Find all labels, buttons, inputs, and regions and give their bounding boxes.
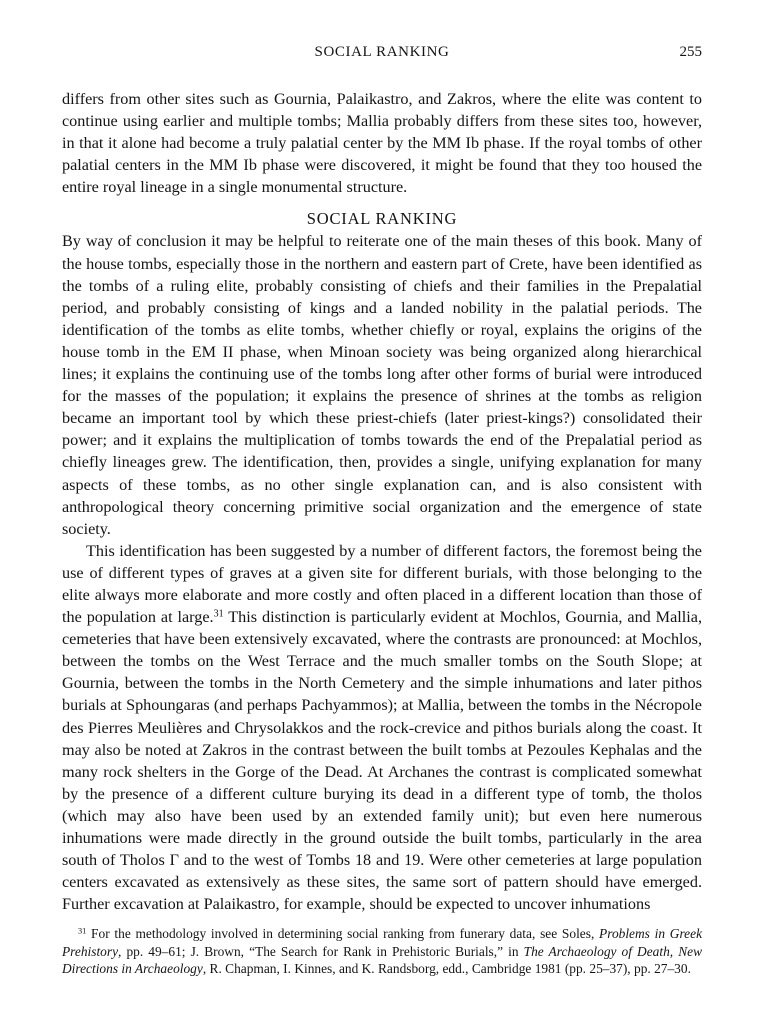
footnote-number: 31 — [78, 926, 87, 936]
book-page — [62, 44, 702, 977]
footnote-text-2: , pp. 49–61; J. Brown, “The Search for Rank in Prehistoric Burials,” in — [118, 943, 524, 959]
paragraph-text-part2: This distinction is particularly evident at Mochlos, Gournia, and Mallia, cemeteries that have been extensively excavated, where the contrasts are pronounced: at Mochlos, between the tombs on the West Terrace and the much smaller tombs on the South Slope; at Gournia, between the tombs in the North Cemetery and the simple inhumations and later pithos burials at Sphoungaras (and perhaps Pachyammos); at Mallia, between the tombs in the Nécropole des Pierres Meulières and Chrysolakkos and the rock-crevice and pithos burials along the coast. It may also be noted at Zakros in the contrast between the built tombs at Pezoules Kephalas and the many rock shelters in the Gorge of the Dead. At Archanes the contrast is complicated somewhat by the presence of a different culture burying its dead in a different type of tomb, the tholos (which may also have been used by an extended family unit); but even here numerous inhumations were made directly in the ground outside the built tombs, particularly in the area south of Tholos Γ and to the west of Tombs 18 and 19. Were other cemeteries at large population centers excavated as extensively as these sites, the same sort of pattern should have emerged. Further excavation at Palaikastro, for example, should be expected to uncover inhumations — [62, 608, 702, 914]
paragraph-conclusion: By way of conclusion it may be helpful to reiterate one of the main theses of this book. Many of the house tombs, especially those in the northern and eastern part of Crete, have been identified as the tombs of a ruling elite, probably consisting of chiefs and their families in the Prepalatial period, and probably consisting of kings and a landed nobility in the palatial periods. The identification of the tombs as elite tombs, whether chiefly or royal, explains the origins of the house tomb in the EM II phase, when Minoan society was being organized along hierarchical lines; it explains the continuing use of the tombs long after other forms of burial were introduced for the masses of the population; it explains the presence of shrines at the tombs as religion became an important tool by which these priest-chiefs (later priest-kings?) consolidated their power; and it explains the multiplication of tombs towards the end of the Prepalatial period as chiefly lineages grew. The identification, then, provides a single, unifying explanation for many aspects of these tombs, as no other single explanation can, and is also consistent with anthropological theory concerning primitive social organization and the emergence of state society. — [62, 232, 702, 538]
paragraph-continued: differs from other sites such as Gournia, Palaikastro, and Zakros, where the elite was content to continue using earlier and multiple tombs; Mallia probably differs from these sites too, however, in that it alone had become a truly palatial center by the MM Ib phase. If the royal tombs of other palatial centers in the MM Ib phase were discovered, it might be found that they too housed the entire royal lineage in a single monumental structure. — [62, 90, 702, 197]
page-header — [62, 44, 702, 66]
footnote-text-3: , R. Chapman, I. Kinnes, and K. Randsborg, edd., Cambridge 1981 (pp. 25–37), pp. 27–30. — [202, 960, 691, 976]
paragraph-identification — [62, 540, 702, 916]
paragraph-text-part1: This identification has been suggested by a number of different factors, the foremost being the use of different types of graves at a given site for different burials, with those belonging to the elite always more elaborate and more costly and often placed in a different location than those of the population at large. — [62, 541, 702, 627]
running-head: SOCIAL RANKING — [314, 44, 450, 60]
footnote — [62, 925, 702, 977]
footnote-reference: 31 — [213, 608, 224, 620]
page-number: 255 — [679, 44, 702, 60]
footnote-title-1: Problems in Greek Prehistory — [62, 926, 703, 959]
main-text — [62, 88, 702, 915]
section-heading: SOCIAL RANKING — [306, 209, 458, 229]
footnote-title-2: The Archaeology of Death, New Directions in Archaeology — [62, 943, 703, 976]
footnote-text-1: For the methodology involved in determining social ranking from funerary data, see Soles, — [86, 926, 600, 942]
